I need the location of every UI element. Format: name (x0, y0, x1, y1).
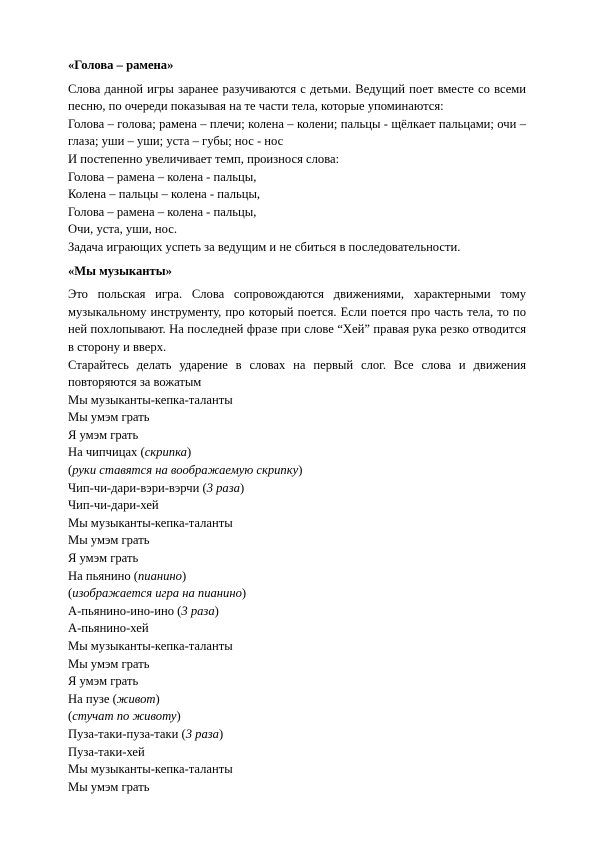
song-line: Мы умэм грать (68, 779, 150, 794)
verse-line: Колена – пальцы – колена - пальцы, (68, 187, 261, 202)
song-line (68, 708, 526, 726)
song-text: ) (186, 445, 192, 460)
song-line: Мы музыканты-кепка-таланты (68, 762, 233, 777)
song-note: руки ставятся на воображаемую скрипку (72, 463, 299, 478)
song-text: На пузе ( (68, 691, 117, 706)
song-text: ) (298, 463, 303, 478)
song-line: Чип-чи-дари-хей (68, 498, 159, 513)
song-text: ) (218, 726, 224, 741)
paragraph-intro-golova: Слова данной игры заранее разучиваются с детьми. Ведущий поет вместе со всеми песню, по очереди показывая на те части тела, которые упоминаются: (68, 81, 526, 114)
song-line (68, 603, 526, 621)
song-text: Пуза-таки-пуза-таки ( (68, 726, 186, 741)
song-text: ( (68, 463, 73, 478)
paragraph-advice: Старайтесь делать ударение в словах на первый слог. Все слова и движения повторяются за вожатым (68, 357, 526, 390)
song-text: ) (155, 691, 160, 706)
song-line: Мы музыканты-кепка-таланты (68, 392, 233, 407)
song-note: пианино (137, 568, 182, 583)
paragraph-task: Задача играющих успеть за ведущим и не сбиться в последовательности. (68, 239, 461, 254)
song-line (68, 726, 526, 744)
song-line: Мы музыканты-кепка-таланты (68, 515, 233, 530)
section-title-musicians: «Мы музыканты» (68, 263, 172, 278)
song-line: Мы умэм грать (68, 533, 150, 548)
song-note: 3 раза (185, 726, 219, 741)
song-text: На чипчицах ( (68, 445, 145, 460)
song-text: ) (241, 586, 247, 601)
document-body (68, 57, 526, 796)
song-line (68, 691, 526, 709)
paragraph-body-parts: Голова – голова; рамена – плечи; колена – колени; пальцы - щёлкает пальцами; очи – глаза; уши – уши; уста – губы; нос - нос (68, 116, 526, 149)
song-line: Мы умэм грать (68, 410, 150, 425)
song-line: Мы умэм грать (68, 656, 150, 671)
song-line: А-пьянино-хей (68, 621, 149, 636)
song-line: Я умэм грать (68, 551, 139, 566)
song-text: На пьянино ( (68, 568, 138, 583)
song-note: 3 раза (181, 603, 215, 618)
song-text: А-пьянино-ино-ино ( (68, 603, 182, 618)
song-text: ) (181, 568, 187, 583)
song-text: ) (214, 603, 219, 618)
song-line: Пуза-таки-хей (68, 744, 145, 759)
song-line (68, 480, 526, 498)
song-text: ( (68, 709, 73, 724)
song-line (68, 462, 526, 480)
verse-line: Голова – рамена – колена - пальцы, (68, 169, 257, 184)
song-line: Я умэм грать (68, 674, 139, 689)
song-note: изображается игра на пианино (72, 586, 242, 601)
song-line (68, 444, 526, 462)
song-note: 3 раза (206, 480, 240, 495)
song-line (68, 585, 526, 603)
song-text: ( (68, 586, 73, 601)
song-text: Чип-чи-дари-вэри-вэрчи ( (68, 480, 207, 495)
paragraph-tempo: И постепенно увеличивает темп, произнося слова: (68, 151, 340, 166)
verse-line: Очи, уста, уши, нос. (68, 222, 178, 237)
verse-line: Голова – рамена – колена - пальцы, (68, 204, 257, 219)
song-note: живот (116, 691, 156, 706)
song-text: ) (239, 480, 245, 495)
song-line (68, 568, 526, 586)
song-note: скрипка (144, 445, 187, 460)
paragraph-intro-musicians: Это польская игра. Слова сопровождаются движениями, характерными тому музыкальному инструменту, про который поется. Если поется про часть тела, то по ней похлопывают. На последней фразе при слове “Хей” правая рука резко отводится в сторону и вверх. (68, 287, 526, 354)
song-line: Мы музыканты-кепка-таланты (68, 639, 233, 653)
song-note: стучат по животу (72, 709, 177, 724)
section-title-golova: «Голова – рамена» (68, 58, 174, 72)
song-text: ) (176, 709, 181, 724)
song-line: Я умэм грать (68, 427, 139, 442)
